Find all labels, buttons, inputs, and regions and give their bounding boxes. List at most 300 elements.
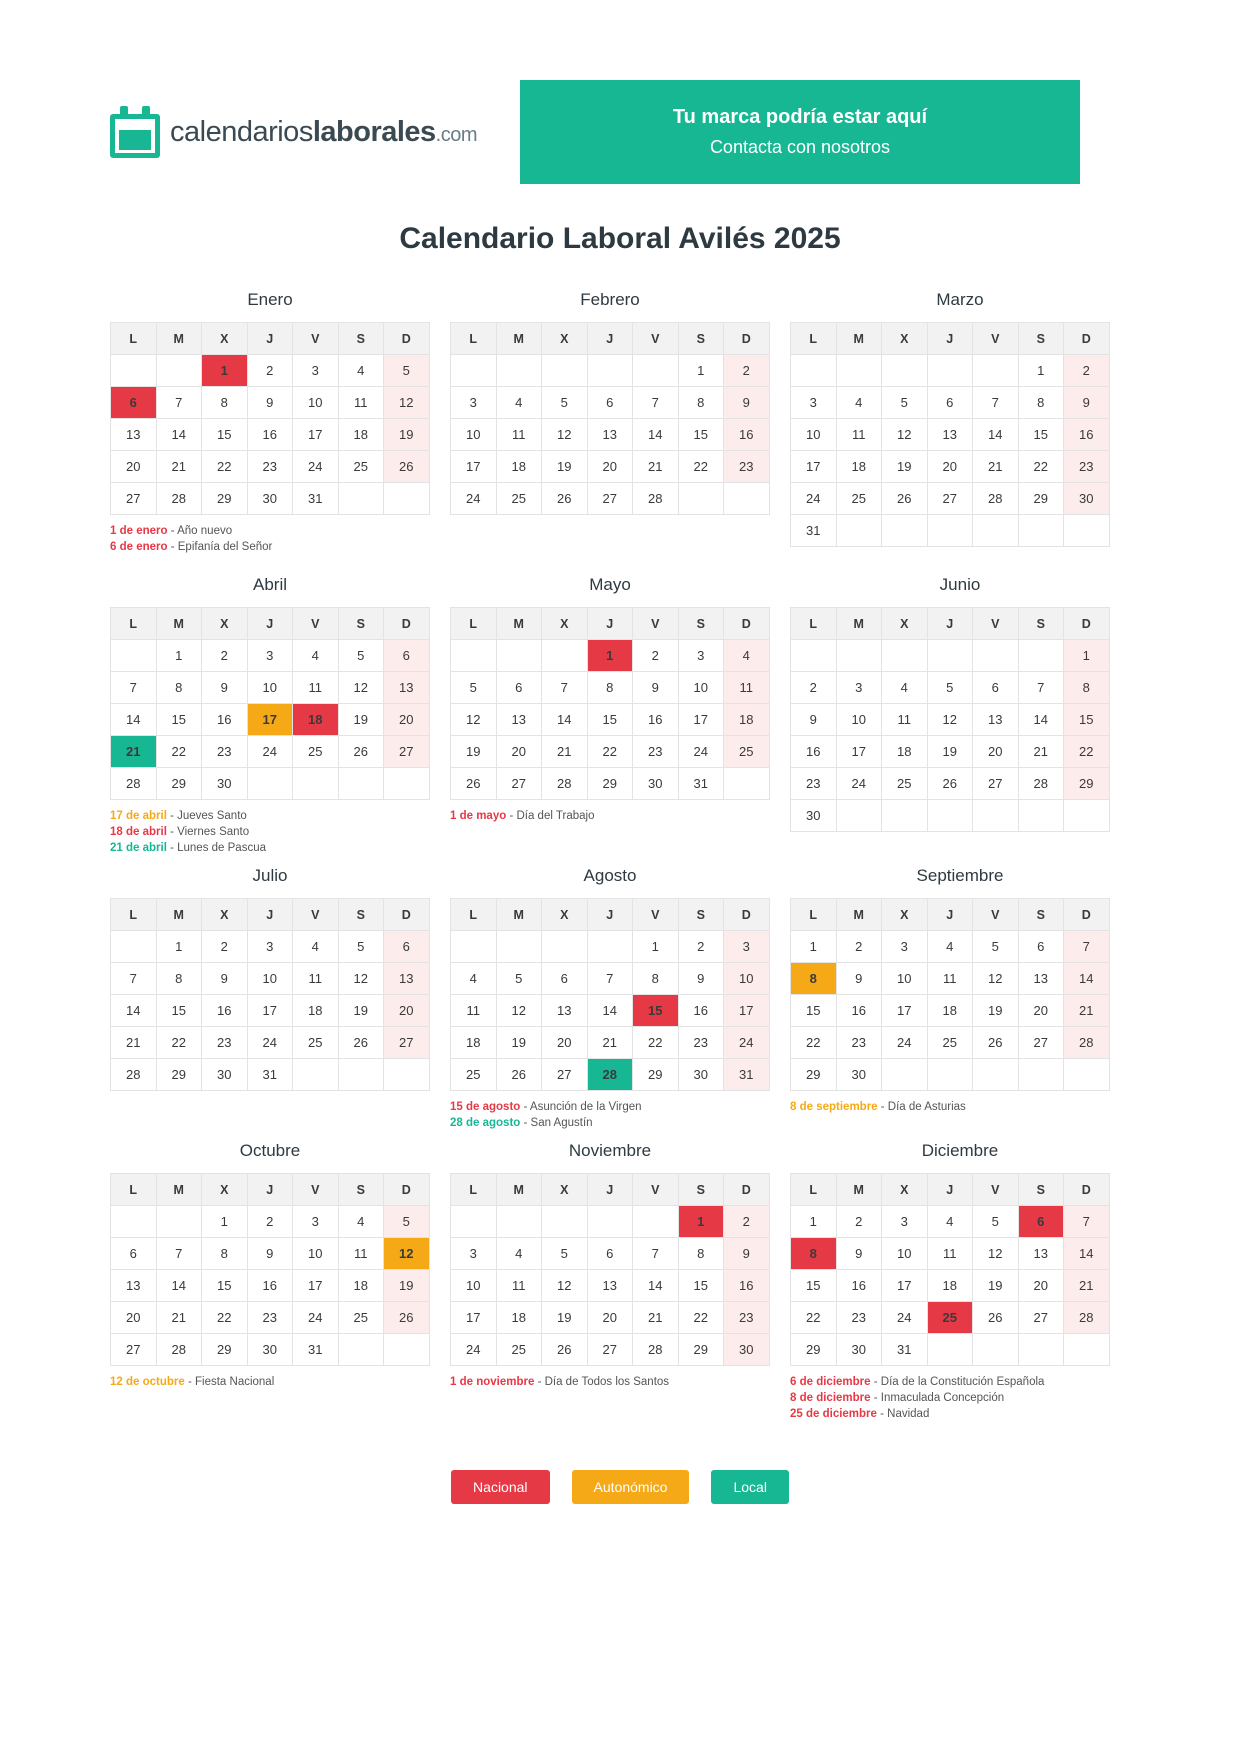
day-cell: 26 — [384, 451, 430, 483]
day-cell: 11 — [927, 1238, 973, 1270]
holiday-note-date: 8 de septiembre — [790, 1101, 878, 1113]
day-cell: 19 — [973, 1270, 1019, 1302]
empty-cell — [293, 768, 339, 800]
day-cell: 20 — [542, 1027, 588, 1059]
day-cell: 3 — [247, 931, 293, 963]
empty-cell — [338, 768, 384, 800]
day-cell: 1 — [791, 1206, 837, 1238]
day-cell: 29 — [587, 768, 633, 800]
weekday-header: J — [587, 608, 633, 640]
day-cell: 17 — [451, 1302, 497, 1334]
day-cell: 4 — [496, 1238, 542, 1270]
day-cell: 6 — [587, 387, 633, 419]
weekday-header: M — [496, 1174, 542, 1206]
day-cell: 20 — [927, 451, 973, 483]
day-cell: 2 — [836, 1206, 882, 1238]
day-cell: 11 — [496, 1270, 542, 1302]
day-cell: 14 — [1064, 963, 1110, 995]
empty-cell — [973, 515, 1019, 547]
month-table — [790, 607, 1110, 832]
empty-cell — [111, 1206, 157, 1238]
month-notes — [110, 808, 430, 856]
day-cell: 10 — [724, 963, 770, 995]
empty-cell — [384, 483, 430, 515]
day-cell: 31 — [247, 1059, 293, 1091]
day-cell: 18 — [496, 1302, 542, 1334]
week-row — [111, 704, 430, 736]
day-cell: 19 — [973, 995, 1019, 1027]
day-cell: 5 — [973, 1206, 1019, 1238]
day-cell: 20 — [384, 704, 430, 736]
week-row — [451, 736, 770, 768]
week-row — [451, 1270, 770, 1302]
page-title: Calendario Laboral Avilés 2025 — [399, 222, 841, 255]
week-row — [791, 963, 1110, 995]
day-cell: 20 — [1018, 1270, 1064, 1302]
day-cell: 12 — [882, 419, 928, 451]
day-cell: 27 — [384, 736, 430, 768]
month-table — [790, 898, 1110, 1091]
holiday-note-date: 6 de enero — [110, 541, 168, 553]
empty-cell — [927, 355, 973, 387]
day-cell: 5 — [384, 355, 430, 387]
day-cell: 7 — [542, 672, 588, 704]
legend-item-nacional[interactable]: Nacional — [451, 1470, 549, 1504]
day-cell: 28 — [633, 1334, 679, 1366]
weekday-header: L — [451, 323, 497, 355]
day-cell: 11 — [293, 672, 339, 704]
week-row — [111, 1334, 430, 1366]
month-block — [450, 1141, 790, 1422]
month-notes — [790, 1374, 1130, 1422]
day-cell: 25 — [293, 1027, 339, 1059]
weekday-header: L — [451, 1174, 497, 1206]
day-cell: 11 — [927, 963, 973, 995]
week-row — [451, 387, 770, 419]
day-cell: 29 — [156, 768, 202, 800]
day-cell: 26 — [338, 1027, 384, 1059]
day-cell: 21 — [542, 736, 588, 768]
day-cell: 29 — [791, 1059, 837, 1091]
empty-cell — [496, 355, 542, 387]
site-logo[interactable] — [110, 80, 510, 184]
week-row — [791, 640, 1110, 672]
day-cell: 25 — [882, 768, 928, 800]
day-cell: 31 — [678, 768, 724, 800]
calendar-icon — [110, 106, 162, 158]
week-row — [791, 355, 1110, 387]
weekday-header: V — [293, 323, 339, 355]
day-cell: 11 — [724, 672, 770, 704]
empty-cell — [111, 640, 157, 672]
legend-item-autonomico[interactable]: Autonómico — [572, 1470, 690, 1504]
empty-cell — [973, 800, 1019, 832]
day-cell: 19 — [927, 736, 973, 768]
month-name: Julio — [252, 866, 288, 885]
day-cell: 22 — [791, 1302, 837, 1334]
day-cell: 2 — [202, 640, 248, 672]
day-cell: 23 — [724, 1302, 770, 1334]
day-cell: 2 — [836, 931, 882, 963]
month-table — [450, 898, 770, 1091]
day-cell: 5 — [973, 931, 1019, 963]
day-cell: 1 — [1064, 640, 1110, 672]
holiday-note — [110, 808, 430, 824]
day-cell: 15 — [1018, 419, 1064, 451]
day-cell: 6 — [973, 672, 1019, 704]
day-cell: 8 — [633, 963, 679, 995]
holiday-note-text: - Jueves Santo — [166, 810, 247, 822]
weekday-header: J — [927, 899, 973, 931]
day-cell: 27 — [1018, 1302, 1064, 1334]
day-cell: 20 — [111, 1302, 157, 1334]
weekday-header: X — [202, 899, 248, 931]
month-notes — [110, 1099, 430, 1109]
day-cell: 21 — [1018, 736, 1064, 768]
week-row — [451, 963, 770, 995]
day-cell: 24 — [882, 1027, 928, 1059]
empty-cell — [882, 355, 928, 387]
empty-cell — [156, 355, 202, 387]
day-cell: 25 — [451, 1059, 497, 1091]
week-row — [791, 515, 1110, 547]
day-cell: 31 — [724, 1059, 770, 1091]
day-cell: 13 — [587, 1270, 633, 1302]
day-cell: 31 — [882, 1334, 928, 1366]
empty-cell — [293, 1059, 339, 1091]
holiday-day-cell: 18 — [293, 704, 339, 736]
day-cell: 29 — [633, 1059, 679, 1091]
day-cell: 27 — [587, 483, 633, 515]
day-cell: 7 — [156, 1238, 202, 1270]
week-row — [791, 1238, 1110, 1270]
day-cell: 4 — [293, 931, 339, 963]
day-cell: 7 — [111, 963, 157, 995]
day-cell: 9 — [836, 963, 882, 995]
day-cell: 1 — [156, 640, 202, 672]
weekday-header: S — [338, 608, 384, 640]
day-cell: 30 — [633, 768, 679, 800]
empty-cell — [882, 800, 928, 832]
day-cell: 11 — [338, 1238, 384, 1270]
promo-subline: Contacta con nosotros — [709, 137, 891, 157]
weekday-header: J — [587, 1174, 633, 1206]
day-cell: 13 — [1018, 1238, 1064, 1270]
day-cell: 24 — [247, 1027, 293, 1059]
empty-cell — [496, 1206, 542, 1238]
day-cell: 19 — [338, 995, 384, 1027]
week-row — [111, 931, 430, 963]
legend — [0, 1470, 1240, 1504]
month-name: Septiembre — [916, 866, 1004, 885]
day-cell: 12 — [542, 419, 588, 451]
day-cell: 26 — [973, 1027, 1019, 1059]
day-cell: 8 — [1018, 387, 1064, 419]
holiday-day-cell: 15 — [633, 995, 679, 1027]
day-cell: 7 — [1064, 931, 1110, 963]
day-cell: 9 — [247, 387, 293, 419]
day-cell: 1 — [202, 1206, 248, 1238]
week-row — [791, 995, 1110, 1027]
day-cell: 14 — [156, 419, 202, 451]
day-cell: 16 — [724, 1270, 770, 1302]
holiday-note-date: 1 de noviembre — [450, 1376, 535, 1388]
empty-cell — [111, 355, 157, 387]
week-row — [111, 419, 430, 451]
day-cell: 3 — [882, 931, 928, 963]
day-cell: 13 — [384, 963, 430, 995]
holiday-note-text: - Navidad — [876, 1408, 930, 1420]
month-table — [450, 1173, 770, 1366]
day-cell: 26 — [973, 1302, 1019, 1334]
weekday-header: D — [384, 1174, 430, 1206]
day-cell: 23 — [202, 736, 248, 768]
empty-cell — [338, 1334, 384, 1366]
holiday-day-cell: 1 — [202, 355, 248, 387]
day-cell: 16 — [633, 704, 679, 736]
day-cell: 18 — [724, 704, 770, 736]
day-cell: 20 — [587, 1302, 633, 1334]
day-cell: 11 — [293, 963, 339, 995]
empty-cell — [791, 355, 837, 387]
promo-banner[interactable] — [520, 80, 1080, 184]
week-row — [451, 451, 770, 483]
weekday-header: M — [156, 608, 202, 640]
empty-cell — [111, 931, 157, 963]
week-row — [111, 1059, 430, 1091]
holiday-note-text: - Día de Todos los Santos — [534, 1376, 670, 1388]
weekday-header: X — [542, 1174, 588, 1206]
weekday-header: L — [111, 323, 157, 355]
empty-cell — [1064, 515, 1110, 547]
day-cell: 26 — [542, 1334, 588, 1366]
day-cell: 30 — [836, 1059, 882, 1091]
weekday-header: X — [542, 899, 588, 931]
day-cell: 16 — [202, 704, 248, 736]
weekday-header: L — [111, 899, 157, 931]
weekday-header: V — [293, 899, 339, 931]
weekday-header: S — [338, 323, 384, 355]
week-row — [791, 800, 1110, 832]
holiday-note-date: 28 de agosto — [450, 1117, 521, 1129]
month-block — [790, 866, 1130, 1131]
holiday-note-date: 1 de mayo — [450, 810, 507, 822]
logo-text-dotcom: .com — [435, 123, 478, 146]
day-cell: 2 — [791, 672, 837, 704]
holiday-day-cell: 17 — [247, 704, 293, 736]
day-cell: 23 — [1064, 451, 1110, 483]
weekday-header: M — [836, 608, 882, 640]
day-cell: 30 — [202, 1059, 248, 1091]
day-cell: 16 — [836, 995, 882, 1027]
weekday-header: S — [338, 899, 384, 931]
holiday-day-cell: 21 — [111, 736, 157, 768]
logo-wordmark — [170, 116, 477, 149]
weekday-header: S — [678, 899, 724, 931]
weekday-header: M — [836, 1174, 882, 1206]
empty-cell — [1064, 1059, 1110, 1091]
month-table — [790, 322, 1110, 547]
week-row — [111, 355, 430, 387]
week-row — [451, 355, 770, 387]
day-cell: 12 — [973, 963, 1019, 995]
weekday-header: X — [202, 1174, 248, 1206]
day-cell: 20 — [587, 451, 633, 483]
day-cell: 22 — [202, 1302, 248, 1334]
empty-cell — [384, 768, 430, 800]
day-cell: 7 — [1018, 672, 1064, 704]
holiday-day-cell: 25 — [927, 1302, 973, 1334]
month-name: Agosto — [583, 866, 637, 885]
day-cell: 14 — [633, 1270, 679, 1302]
day-cell: 9 — [1064, 387, 1110, 419]
month-block — [450, 575, 790, 856]
day-cell: 14 — [156, 1270, 202, 1302]
empty-cell — [384, 1334, 430, 1366]
day-cell: 14 — [111, 995, 157, 1027]
day-cell: 20 — [496, 736, 542, 768]
weekday-header: S — [678, 1174, 724, 1206]
day-cell: 4 — [882, 672, 928, 704]
weekday-header: X — [202, 608, 248, 640]
day-cell: 22 — [202, 451, 248, 483]
months-grid — [0, 290, 1240, 1432]
weekday-header: V — [293, 1174, 339, 1206]
day-cell: 23 — [836, 1302, 882, 1334]
weekday-header: S — [338, 1174, 384, 1206]
empty-cell — [791, 640, 837, 672]
day-cell: 26 — [496, 1059, 542, 1091]
weekday-header: L — [791, 899, 837, 931]
weekday-header: D — [1064, 899, 1110, 931]
legend-item-local[interactable]: Local — [711, 1470, 788, 1504]
empty-cell — [1064, 1334, 1110, 1366]
weekday-header: X — [202, 323, 248, 355]
holiday-note-date: 18 de abril — [110, 826, 167, 838]
day-cell: 3 — [836, 672, 882, 704]
holiday-day-cell: 28 — [587, 1059, 633, 1091]
day-cell: 13 — [384, 672, 430, 704]
day-cell: 19 — [542, 451, 588, 483]
day-cell: 4 — [496, 387, 542, 419]
day-cell: 3 — [451, 1238, 497, 1270]
month-name: Mayo — [589, 575, 631, 594]
day-cell: 19 — [338, 704, 384, 736]
empty-cell — [542, 355, 588, 387]
day-cell: 24 — [293, 451, 339, 483]
day-cell: 4 — [293, 640, 339, 672]
day-cell: 22 — [633, 1027, 679, 1059]
day-cell: 7 — [1064, 1206, 1110, 1238]
holiday-note-text: - Asunción de la Virgen — [520, 1101, 642, 1113]
week-row — [451, 672, 770, 704]
day-cell: 10 — [293, 1238, 339, 1270]
day-cell: 12 — [973, 1238, 1019, 1270]
empty-cell — [496, 640, 542, 672]
day-cell: 24 — [882, 1302, 928, 1334]
day-cell: 19 — [882, 451, 928, 483]
weekday-header: D — [724, 1174, 770, 1206]
day-cell: 16 — [247, 1270, 293, 1302]
day-cell: 2 — [247, 355, 293, 387]
week-row — [791, 451, 1110, 483]
day-cell: 28 — [111, 768, 157, 800]
day-cell: 9 — [724, 1238, 770, 1270]
week-row — [451, 704, 770, 736]
day-cell: 14 — [1018, 704, 1064, 736]
day-cell: 3 — [293, 355, 339, 387]
month-notes — [110, 523, 430, 555]
day-cell: 31 — [791, 515, 837, 547]
day-cell: 8 — [156, 672, 202, 704]
week-row — [791, 419, 1110, 451]
month-notes — [790, 555, 1130, 565]
week-row — [791, 483, 1110, 515]
day-cell: 26 — [927, 768, 973, 800]
week-row — [451, 1302, 770, 1334]
day-cell: 10 — [293, 387, 339, 419]
day-cell: 25 — [496, 1334, 542, 1366]
weekday-header: J — [247, 608, 293, 640]
month-table — [110, 322, 430, 515]
day-cell: 24 — [724, 1027, 770, 1059]
day-cell: 10 — [247, 672, 293, 704]
week-row — [111, 672, 430, 704]
weekday-header: J — [927, 1174, 973, 1206]
weekday-header: D — [1064, 608, 1110, 640]
day-cell: 23 — [202, 1027, 248, 1059]
weekday-header: J — [927, 323, 973, 355]
weekday-header: V — [973, 1174, 1019, 1206]
empty-cell — [1018, 800, 1064, 832]
day-cell: 13 — [973, 704, 1019, 736]
empty-cell — [633, 355, 679, 387]
week-row — [111, 640, 430, 672]
month-notes — [450, 1374, 770, 1390]
day-cell: 29 — [156, 1059, 202, 1091]
week-row — [111, 483, 430, 515]
holiday-note-text: - San Agustín — [520, 1117, 593, 1129]
day-cell: 22 — [791, 1027, 837, 1059]
weekday-header: M — [156, 899, 202, 931]
month-block — [790, 290, 1130, 565]
month-block — [110, 1141, 450, 1422]
day-cell: 13 — [542, 995, 588, 1027]
weekday-header: V — [633, 1174, 679, 1206]
day-cell: 17 — [293, 419, 339, 451]
day-cell: 3 — [882, 1206, 928, 1238]
holiday-note-text: - Inmaculada Concepción — [870, 1392, 1005, 1404]
day-cell: 21 — [633, 1302, 679, 1334]
week-row — [111, 1270, 430, 1302]
day-cell: 18 — [496, 451, 542, 483]
holiday-note — [790, 1374, 1130, 1390]
empty-cell — [678, 483, 724, 515]
day-cell: 27 — [496, 768, 542, 800]
day-cell: 14 — [542, 704, 588, 736]
day-cell: 17 — [293, 1270, 339, 1302]
holiday-day-cell: 1 — [587, 640, 633, 672]
holiday-note-text: - Día de la Constitución Española — [870, 1376, 1045, 1388]
day-cell: 27 — [973, 768, 1019, 800]
empty-cell — [587, 931, 633, 963]
day-cell: 12 — [451, 704, 497, 736]
day-cell: 19 — [384, 419, 430, 451]
day-cell: 18 — [927, 995, 973, 1027]
week-row — [451, 931, 770, 963]
weekday-header: M — [836, 899, 882, 931]
day-cell: 26 — [882, 483, 928, 515]
